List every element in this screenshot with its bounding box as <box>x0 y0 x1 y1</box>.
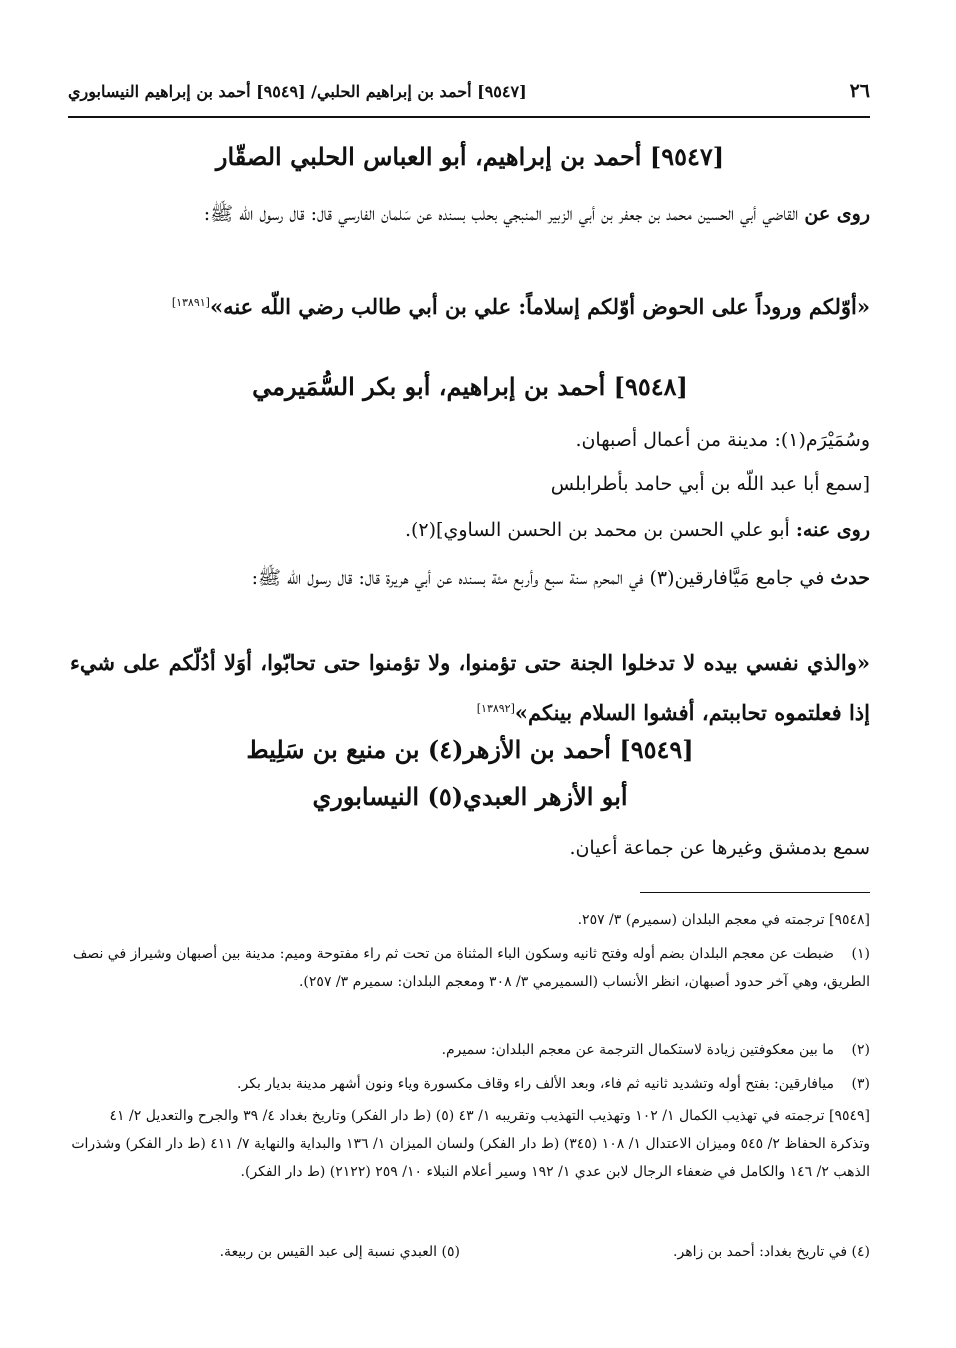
page-number: ٢٦ <box>849 80 870 102</box>
footnote-text: في تاريخ بغداد: أحمد بن زاهر. <box>673 1244 848 1260</box>
hadath-text: في جامع مَيَّافارقين(٣) في المحرم سنة سبع وأربع مئة بسنده عن أبي هريرة قال: قال رسول الله ﷺ: <box>251 567 825 589</box>
footnote-3 <box>70 1070 870 1098</box>
narrated-by-text: أبو علي الحسن بن محمد بن الحسن الساوي](٢). <box>404 519 790 541</box>
narrated-by-lead: روى عنه: <box>795 519 870 541</box>
footnote-9549 <box>70 1102 870 1186</box>
footnote-number: [٩٥٤٩] <box>828 1108 870 1124</box>
footnote-text: ترجمته في تهذيب الكمال ١/ ١٠٢ وتهذيب التهذيب وتقريبه ١/ ٤٣ (٥) (ط دار الفكر) وتاريخ بغداد ٤/ ٣٩ والجرح والتعديل ٢/ ٤١ وتذكرة الحفاظ ٢/ ٥٤٥ وميزان الاعتدال ١/ ١٠٨ (٣٤٥) (ط دار الفكر) ولسان الميزان ١/ ١٣٦ والبداية والنهاية ٧/ ٤١١ (ط دار الفكر) وشذرات الذهب ٢/ ١٤٦ والكامل في ضعفاء الرجال لابن عدي ١/ ١٩٢ وسير أعلام النبلاء ١٠/ ٢٥٩ (٢١٢٢) (ط دار الفكر). <box>71 1108 870 1180</box>
footnote-divider <box>640 892 870 893</box>
entry-9548-line3 <box>70 510 870 551</box>
footnote-text: العبدي نسبة إلى عبد القيس بن ربيعة. <box>219 1244 438 1260</box>
running-header <box>68 76 870 118</box>
footnote-number: (٥) <box>441 1244 460 1260</box>
footnote-text: ميافارقين: بفتح أوله وتشديد ثانيه ثم فاء، وبعد الألف راء وقاف مكسورة وياء ونون أشهر مدينة بديار بكر. <box>237 1076 834 1092</box>
entry-9547-narration <box>70 194 870 235</box>
footnote-text: ما بين معكوفتين زيادة لاستكمال الترجمة عن معجم البلدان: سميرم. <box>441 1042 834 1058</box>
footnote-number: (٤) <box>851 1244 870 1260</box>
footnote-4 <box>673 1238 870 1266</box>
entry-heading-9547: [٩٥٤٧] أحمد بن إبراهيم، أبو العباس الحلبي الصقّار <box>215 142 725 171</box>
footnote-text: ضبطت عن معجم البلدان بضم أوله وفتح ثانيه وسكون الباء المثناة من تحت ثم راء مفتوحة وميم: مدينة بين أصبهان وشيراز في نصف الطريق، وهي آخر حدود أصبهان، انظر الأنساب (السميرمي ٣/ ٣٠٨ ومعجم البلدان: سميرم ٣/ ٢٥٧). <box>72 946 870 990</box>
footnote-5 <box>220 1238 460 1266</box>
hadith-ref: [١٣٨٩٢] <box>476 702 515 715</box>
footnote-9548: [٩٥٤٨] ترجمته في معجم البلدان (سميرم) ٣/ ٢٥٧. <box>577 912 870 928</box>
entry-9548-line4 <box>70 558 870 599</box>
hadith-ref: [١٣٨٩١] <box>171 296 210 309</box>
footnote-1 <box>70 940 870 996</box>
footnote-number: (٢) <box>851 1042 870 1058</box>
hadith-text: «أوّلكم وروداً على الحوض أوّلكم إسلاماً: علي بن أبي طالب رضي اللّه عنه» <box>209 294 870 319</box>
footnote-number: (٣) <box>851 1076 870 1092</box>
entry-9548-line2: [سمع أبا عبد اللّه بن أبي حامد بأطرابلس <box>550 473 870 495</box>
entry-heading-9549-line2: أبو الأزهر العبدي(٥) النيسابوري <box>312 782 628 811</box>
running-title: [٩٥٤٧] أحمد بن إبراهيم الحلبي/ [٩٥٤٩] أحمد بن إبراهيم النيسابوري <box>68 82 527 101</box>
footnote-number: (١) <box>851 946 870 962</box>
entry-heading-9549-line1: [٩٥٤٩] أحمد بن الأزهر(٤) بن منيع بن سَلِيط <box>246 735 694 764</box>
footnotes-4-5 <box>70 1238 870 1266</box>
footnote-2 <box>70 1036 870 1064</box>
narration-text: القاضي أبي الحسين محمد بن جعفر بن أبي الزبير المنبجي بحلب بسنده عن سَلمان الفارسي قال: قال رسول الله ﷺ: <box>203 203 799 225</box>
entry-heading-9548: [٩٥٤٨] أحمد بن إبراهيم، أبو بكر السُّمَيرمي <box>252 372 688 401</box>
entry-9548-line1: وسُمَيْرَم(١): مدينة من أعمال أصبهان. <box>575 429 870 451</box>
entry-9547-hadith <box>70 280 870 330</box>
narration-lead: روى عن <box>804 203 870 225</box>
entry-9548-hadith <box>70 640 870 736</box>
hadith-text: «والذي نفسي بيده لا تدخلوا الجنة حتى تؤمنوا، ولا تؤمنوا حتى تحابّوا، أوَلا أدُلّكم على شيء إذا فعلتموه تحاببتم، أفشوا السلام بينكم» <box>70 650 870 725</box>
hadath-lead: حدث <box>830 567 870 589</box>
entry-9549-line1: سمع بدمشق وغيرها عن جماعة أعيان. <box>569 837 870 859</box>
